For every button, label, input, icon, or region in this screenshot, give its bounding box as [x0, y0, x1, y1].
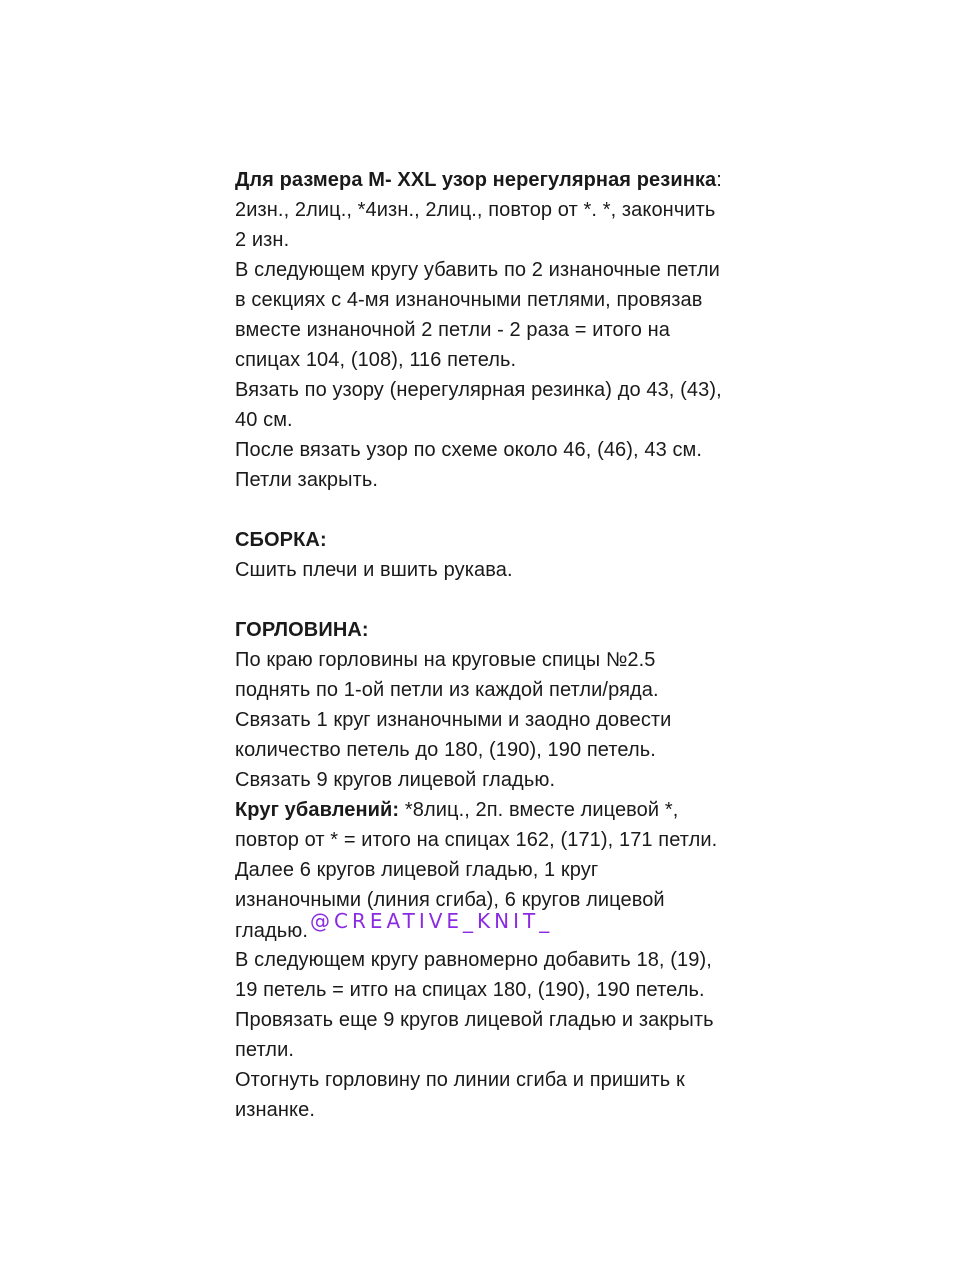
watermark: @CREATIVE_KNIT_: [310, 909, 554, 933]
spacer: [235, 585, 795, 615]
text-line: 2изн., 2лиц., *4изн., 2лиц., повтор от *. *, закончить: [235, 199, 716, 221]
text-line: 40 см.: [235, 409, 293, 431]
text-line: петли.: [235, 1039, 295, 1061]
watermark-line: [235, 909, 795, 945]
decrease-round-text: *8лиц., 2п. вместе лицевой *,: [399, 799, 679, 821]
decrease-round-label: Круг убавлений:: [235, 799, 400, 821]
text-line: Связать 1 круг изнаночными и заодно довести: [235, 709, 672, 731]
size-heading-colon: :: [716, 169, 722, 191]
text-line: 19 петель = итго на спицах 180, (190), 190 петель.: [235, 979, 705, 1001]
text-line: Связать 9 кругов лицевой гладью.: [235, 769, 556, 791]
text-line: Далее 6 кругов лицевой гладью, 1 круг: [235, 859, 599, 881]
text-line: изнанке.: [235, 1099, 316, 1121]
text-line: в секциях с 4-мя изнаночными петлями, провязав: [235, 289, 703, 311]
text-line: Петли закрыть.: [235, 469, 379, 491]
text-line: поднять по 1-ой петли из каждой петли/ряда.: [235, 679, 659, 701]
spacer: [235, 495, 795, 525]
text-line: повтор от * = итого на спицах 162, (171), 171 петли.: [235, 829, 718, 851]
text-line: количество петель до 180, (190), 190 петель.: [235, 739, 656, 761]
text-line: После вязать узор по схеме около 46, (46), 43 см.: [235, 439, 703, 461]
document-body: [235, 165, 795, 1125]
text-line: 2 изн.: [235, 229, 290, 251]
neckline-heading: ГОРЛОВИНА:: [235, 619, 369, 641]
text-line: Отогнуть горловину по линии сгиба и пришить к: [235, 1069, 685, 1091]
text-line: вместе изнаночной 2 петли - 2 раза = итого на: [235, 319, 670, 341]
size-heading-bold: Для размера M- XXL узор нерегулярная резинка: [235, 169, 717, 191]
text-line: Вязать по узору (нерегулярная резинка) до 43, (43),: [235, 379, 722, 401]
text-line: Сшить плечи и вшить рукава.: [235, 559, 513, 581]
text-line: спицах 104, (108), 116 петель.: [235, 349, 517, 371]
text-line: В следующем кругу равномерно добавить 18, (19),: [235, 949, 712, 971]
decrease-round-line: [235, 795, 795, 825]
text-fragment: гладью.: [235, 920, 308, 942]
section-size-heading: [235, 165, 795, 195]
text-line: По краю горловины на круговые спицы №2.5: [235, 649, 656, 671]
text-line: Провязать еще 9 кругов лицевой гладью и закрыть: [235, 1009, 714, 1031]
assembly-heading: СБОРКА:: [235, 529, 327, 551]
text-line: В следующем кругу убавить по 2 изнаночные петли: [235, 259, 720, 281]
text-line: изнаночными (линия сгиба), 6 кругов лицевой: [235, 889, 665, 911]
